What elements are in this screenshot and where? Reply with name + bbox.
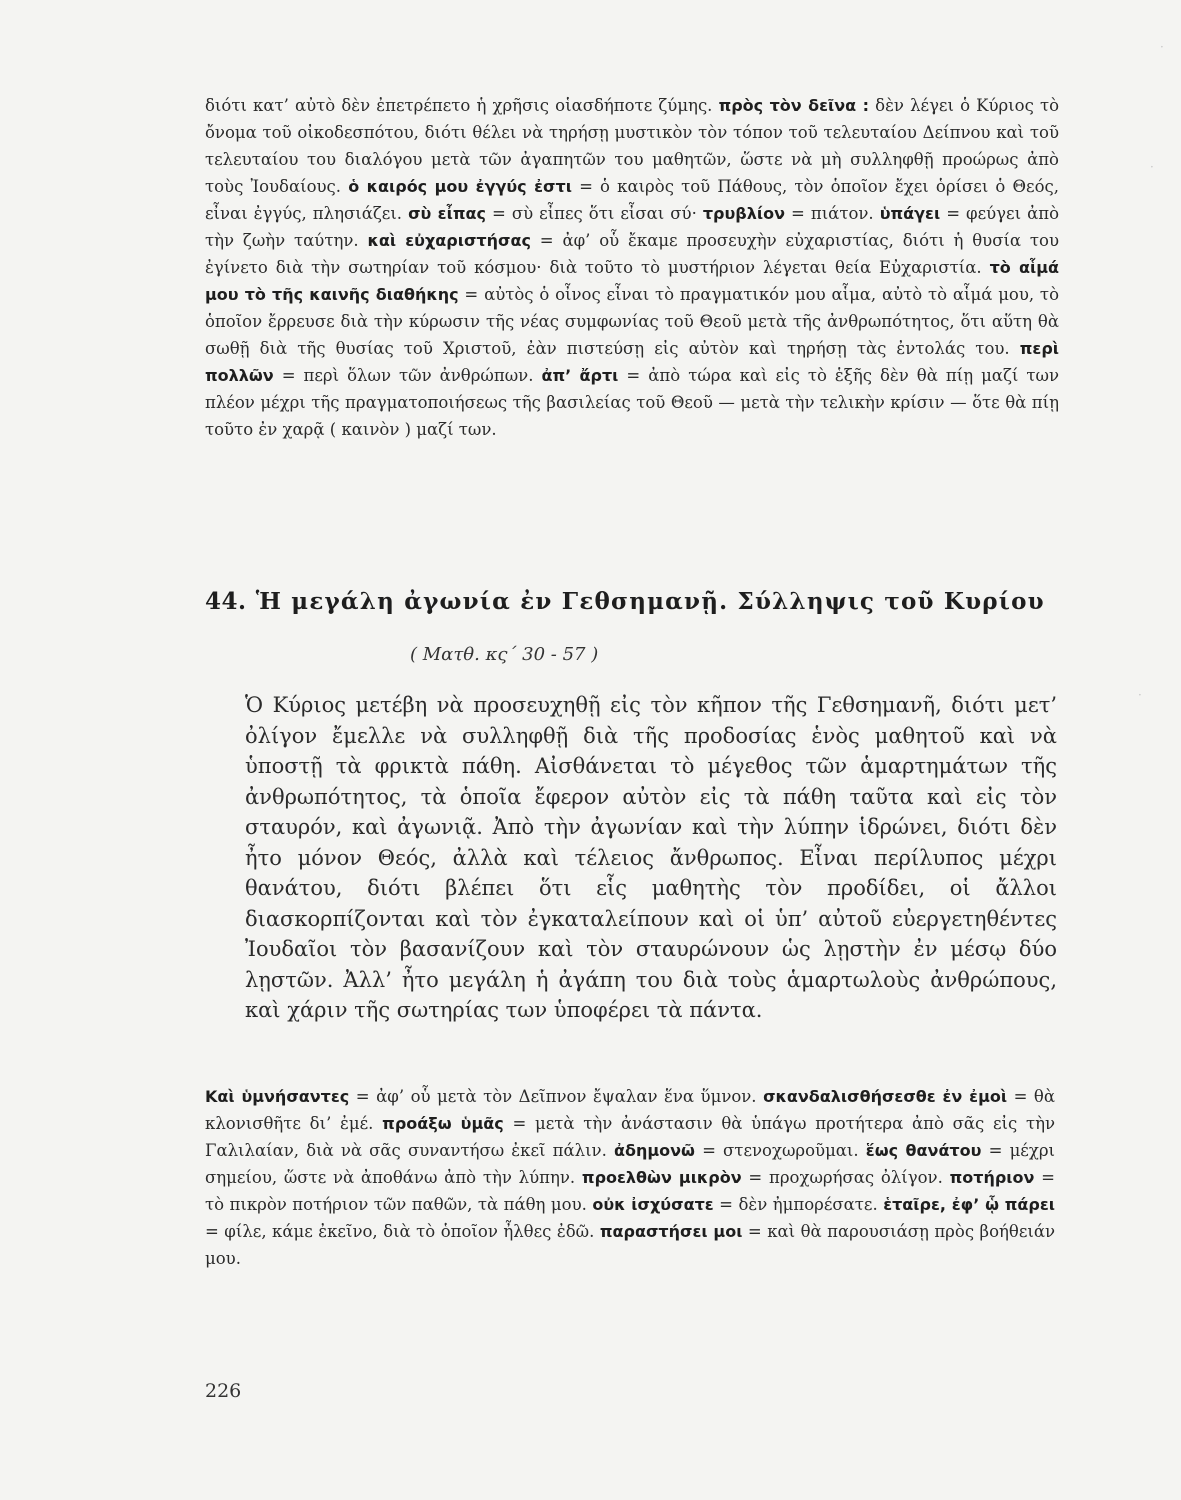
gloss-text: = μέχρι σημείου, ὥστε νὰ ἀποθάνω ἀπὸ τὴν λύπην. [205, 1141, 1056, 1187]
gloss-text: = περὶ ὅλων τῶν ἀνθρώπων. [273, 366, 542, 385]
gloss-text: δὲν λέγει ὁ Κύριος τὸ ὄνομα τοῦ οἰκοδεσπότου, διότι θέλει νὰ τηρήσῃ μυστικὸν τὸν τόπον τοῦ τελευταίου Δείπνου καὶ τοῦ τελευταίου του διαλόγου μετὰ τῶν ἀγαπητῶν του μαθητῶν, ὥστε νὰ μὴ συλληφθῇ προώρως ἀπὸ τοὺς Ἰουδαίους. [205, 96, 1060, 196]
glossary-bottom [205, 1083, 1055, 1272]
narrative-paragraph: Ὁ Κύριος μετέβη νὰ προσευχηθῇ εἰς τὸν κῆπον τῆς Γεθσημανῆ, διότι μετ’ ὀλίγον ἔμελλε νὰ συλληφθῇ διὰ τῆς προδοσίας ἑνὸς μαθητοῦ καὶ νὰ ὑποστῇ τὰ φρικτὰ πάθη. Αἰσθάνεται τὸ μέγεθος τῶν ἁμαρτημάτων τῆς ἀνθρωπότητος, τὰ ὁποῖα ἔφερον αὐτὸν εἰς τὰ πάθη ταῦτα καὶ εἰς τὸν σταυρόν, καὶ ἀγωνιᾷ. Ἀπὸ τὴν ἀγωνίαν καὶ τὴν λύπην ἱδρώνει, διότι δὲν ἦτο μόνον Θεός, ἀλλὰ καὶ τέλειος ἄνθρωπος. Εἶναι περίλυπος μέχρι θανάτου, διότι βλέπει ὅτι εἷς μαθητὴς τὸν προδίδει, οἱ ἄλλοι διασκορπίζονται καὶ τὸν ἐγκαταλείπουν καὶ οἱ ὑπ’ αὐτοῦ εὐεργετηθέντες Ἰουδαῖοι τὸν βασανίζουν καὶ τὸν σταυρώνουν ὡς λῃστὴν ἐν μέσῳ δύο λῃστῶν. Ἀλλ’ ἦτο μεγάλη ἡ ἀγάπη του διὰ τοὺς ἁμαρτωλοὺς ἀνθρώπους, καὶ χάριν τῆς σωτηρίας των ὑποφέρει τὰ πάντα. [245, 693, 1057, 1022]
scripture-reference: ( Ματθ. κς΄ 30 - 57 ) [410, 644, 599, 665]
scan-speck: · [1150, 160, 1154, 174]
gloss-term: καὶ εὐχαριστήσας [367, 231, 531, 250]
glossary-top-paragraph [205, 92, 1059, 443]
gloss-term: περὶ πολλῶν [205, 339, 1059, 385]
scan-speck: · [1138, 688, 1142, 702]
glossary-bottom-paragraph [205, 1083, 1055, 1272]
gloss-text: = ἀπὸ τώρα καὶ εἰς τὸ ἑξῆς δὲν θὰ πίῃ μαζί των πλέον μέχρι τῆς πραγματοποιήσεως τῆς βασιλείας τοῦ Θεοῦ — μετὰ τὴν τελικὴν κρίσιν — ὅτε θὰ πίῃ τοῦτο ἐν χαρᾷ ( καινὸν ) μαζί των. [205, 366, 1059, 439]
gloss-text: = στενοχωροῦμαι. [694, 1141, 866, 1160]
gloss-term: προελθὼν μικρὸν [581, 1168, 742, 1187]
gloss-term: προάξω ὑμᾶς [382, 1114, 504, 1133]
gloss-term: ἑταῖρε, ἐφ’ ᾧ πάρει [883, 1195, 1056, 1214]
gloss-text: = φεύγει ἀπὸ τὴν ζωὴν ταύτην. [205, 204, 1059, 250]
section-heading [205, 588, 1065, 615]
gloss-term: ἀδημονῶ [613, 1141, 695, 1160]
gloss-term: ἀπ’ ἄρτι [541, 366, 619, 385]
gloss-text: = μετὰ τὴν ἀνάστασιν θὰ ὑπάγω προτήτερα ἀπὸ σᾶς εἰς τὴν Γαλιλαίαν, διὰ νὰ σᾶς συναντήσω ἐκεῖ πάλιν. [205, 1114, 1055, 1160]
glossary-top [205, 92, 1059, 443]
gloss-term: πρὸς τὸν δεῖνα : [718, 96, 870, 115]
gloss-text: διότι κατ’ αὐτὸ δὲν ἐπετρέπετο ἡ χρῆσις οἱασδήποτε ζύμης. [205, 96, 719, 115]
gloss-term: Καὶ ὑμνήσαντες [205, 1087, 350, 1106]
gloss-term: ποτήριον [949, 1168, 1035, 1187]
section-number: 44. [205, 588, 247, 615]
gloss-term: τρυβλίον [702, 204, 785, 223]
gloss-term: ὁ καιρός μου ἐγγύς ἐστι [348, 177, 572, 196]
section-title: Ἡ μεγάλη ἀγωνία ἐν Γεθσημανῇ. Σύλληψις τοῦ Κυρίου [255, 588, 1045, 615]
gloss-text: = δὲν ἠμπορέσατε. [713, 1195, 884, 1214]
gloss-text: = ἀφ’ οὗ ἔκαμε προσευχὴν εὐχαριστίας, διότι ἡ θυσία του ἐγίνετο διὰ τὴν σωτηρίαν τοῦ κόσμου· διὰ τοῦτο τὸ μυστήριον λέγεται θεία Εὐχαριστία. [205, 231, 1059, 277]
gloss-text: = θὰ κλονισθῆτε δι’ ἐμέ. [205, 1087, 1055, 1133]
gloss-term: οὐκ ἰσχύσατε [592, 1195, 714, 1214]
gloss-text: = ἀφ’ οὗ μετὰ τὸν Δεῖπνον ἔψαλαν ἕνα ὕμνον. [349, 1087, 764, 1106]
gloss-text: = φίλε, κάμε ἐκεῖνο, διὰ τὸ ὁποῖον ἦλθες ἐδῶ. [205, 1222, 600, 1241]
gloss-term: σκανδαλισθήσεσθε ἐν ἐμοὶ [763, 1087, 1008, 1106]
narrative-body [245, 690, 1057, 1026]
gloss-text: = προχωρήσας ὀλίγον. [741, 1168, 950, 1187]
gloss-text: = ὁ καιρὸς τοῦ Πάθους, τὸν ὁποῖον ἔχει ὁρίσει ὁ Θεός, εἶναι ἐγγύς, πλησιάζει. [205, 177, 1060, 223]
gloss-term: παραστήσει μοι [599, 1222, 743, 1241]
gloss-text: = σὺ εἶπες ὅτι εἶσαι σύ· [485, 204, 703, 223]
scan-speck: · [1160, 40, 1164, 54]
gloss-term: σὺ εἶπας [408, 204, 486, 223]
page-number: 226 [205, 1380, 242, 1402]
gloss-text: = καὶ θὰ παρουσιάσῃ πρὸς βοήθειάν μου. [205, 1222, 1056, 1268]
gloss-term: ὑπάγει [879, 204, 941, 223]
gloss-text: = αὐτὸς ὁ οἶνος εἶναι τὸ πραγματικόν μου αἷμα, αὐτὸ τὸ αἷμά μου, τὸ ὁποῖον ἔρρευσε διὰ τὴν κύρωσιν τῆς νέας συμφωνίας τοῦ Θεοῦ μετὰ τῆς ἀνθρωπότητος, ὅτι αὕτη θὰ σωθῇ διὰ τῆς θυσίας τοῦ Χριστοῦ, ἐὰν πιστεύσῃ εἰς αὐτὸν καὶ τηρήσῃ τὰς ἐντολάς του. [205, 285, 1059, 358]
gloss-text: = πιάτον. [785, 204, 880, 223]
gloss-text: = τὸ πικρὸν ποτήριον τῶν παθῶν, τὰ πάθη μου. [205, 1168, 1056, 1214]
gloss-term: τὸ αἷμά μου τὸ τῆς καινῆς διαθήκης [205, 258, 1060, 304]
gloss-term: ἕως θανάτου [865, 1141, 982, 1160]
